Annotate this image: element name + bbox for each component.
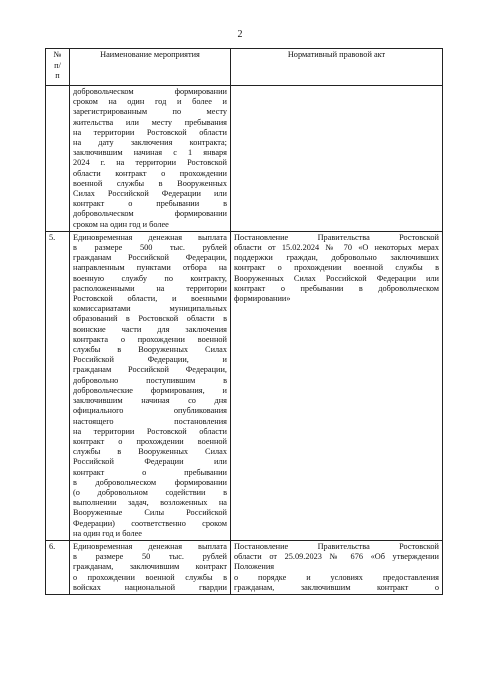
page-number: 2 [237,29,243,40]
text-line: заключившим начиная с 1 января [73,148,227,158]
text-line: добровольно поступившим в [73,375,227,385]
text-line: зарегистрированным по месту [73,107,227,117]
text-line: гражданам, заключившим контракт о [234,582,439,592]
text-line: о порядке и условиях предоставления [234,572,439,582]
header-number-line: п [55,71,60,81]
text-line: на территории Ростовской области [73,127,227,137]
text-line: Единовременная денежная выплата [73,541,227,551]
text-line: сроком на один год и более [73,219,169,229]
text-line: войсках национальной гвардии [73,582,227,592]
text-line: образований в Ростовской области в [73,314,227,324]
text-line: области от 15.02.2024 № 70 «О некоторых мерах [234,243,439,253]
measures-table [45,48,443,595]
text-line: Вооруженные Силы Российской [73,508,227,518]
text-line: области контракт о прохождении [73,168,227,178]
text-line: контракт о пребывании в добровольческом [234,283,439,293]
text-line: в добровольческом формировании [73,477,227,487]
measure-name-cell [70,86,231,232]
header-legal-act: Нормативный правовой акт [231,49,443,86]
text-line: Постановление Правительства Ростовской [234,541,439,551]
row-number: 5. [46,231,70,540]
text-line: области от 25.09.2023 № 676 «Об утверждении [234,552,439,562]
text-line: настоящего постановления [73,416,227,426]
text-line: официального опубликования [73,406,227,416]
table-row [46,231,443,540]
text-line: контракт о пребывании [73,467,227,477]
text-line: выполнении задач, возложенных на [73,498,227,508]
text-line: о прохождении военной службы в [73,572,227,582]
text-line: (о добровольном содействии в [73,487,227,497]
text-line: Положения [234,562,275,572]
legal-act-cell [231,86,443,232]
text-line: Российской Федерации, и [73,355,227,365]
text-line: контракт о прохождении военной [73,436,227,446]
table-row-continuation [46,86,443,232]
text-line: на дату заключения контракта; [73,138,227,148]
row-number-cell [46,86,70,232]
text-line: заключившим начиная со дня [73,396,227,406]
text-line: Вооруженных Силах Российской Федерации или [234,273,439,283]
measure-name-cell [70,540,231,594]
row-number: 6. [46,540,70,594]
text-line: 2024 г. на территории Ростовской [73,158,227,168]
text-line: добровольческие формирования, и [73,385,227,395]
table-row [46,540,443,594]
legal-act-cell [231,540,443,594]
header-number-line: п/ [54,60,61,70]
text-line: добровольческом формировании [73,209,227,219]
text-line: гражданам Российской Федерации, [73,253,227,263]
text-line: добровольческом формировании [73,87,227,96]
text-line: Федерации) соответственно сроком [73,518,227,528]
text-line: направленным пунктами отбора на [73,263,227,273]
text-line: Единовременная денежная выплата [73,232,227,242]
text-line: в размере 50 тыс. рублей [73,552,227,562]
text-line: гражданам, заключившим контракт [73,562,227,572]
text-line: контракт о прохождении военной службы в [234,263,439,273]
text-line: службы в Вооруженных Силах [73,345,227,355]
text-line: поддержки граждан, добровольно заключивших [234,253,439,263]
text-line: на территории Ростовской области [73,426,227,436]
text-line: службы в Вооруженных Силах [73,447,227,457]
legal-act-cell [231,231,443,540]
text-line: военную службу по контракту, [73,273,227,283]
header-measure-name: Наименование мероприятия [70,49,231,86]
text-line: комиссариатами муниципальных [73,304,227,314]
text-line: Российской Федерации или [73,457,227,467]
text-line: сроком на один год и более и [73,97,227,107]
text-line: военной службы в Вооруженных [73,178,227,188]
header-number [46,49,70,86]
text-line: воинские части для заключения [73,324,227,334]
text-line: Силах Российской Федерации или [73,189,227,199]
measure-name-cell [70,231,231,540]
text-line: контракт о пребывании в [73,199,227,209]
text-line: расположенными на территории [73,283,227,293]
header-number-line: № [53,50,62,59]
text-line: жительства или месту пребывания [73,117,227,127]
text-line: Постановление Правительства Ростовской [234,232,439,242]
text-line: контракта о прохождении военной [73,334,227,344]
text-line: Ростовской области, и военными [73,294,227,304]
text-line: на один год и более [73,528,142,538]
table-header-row [46,49,443,86]
text-line: в размере 500 тыс. рублей [73,243,227,253]
text-line: гражданам Российской Федерации, [73,365,227,375]
text-line: формировании» [234,294,291,304]
